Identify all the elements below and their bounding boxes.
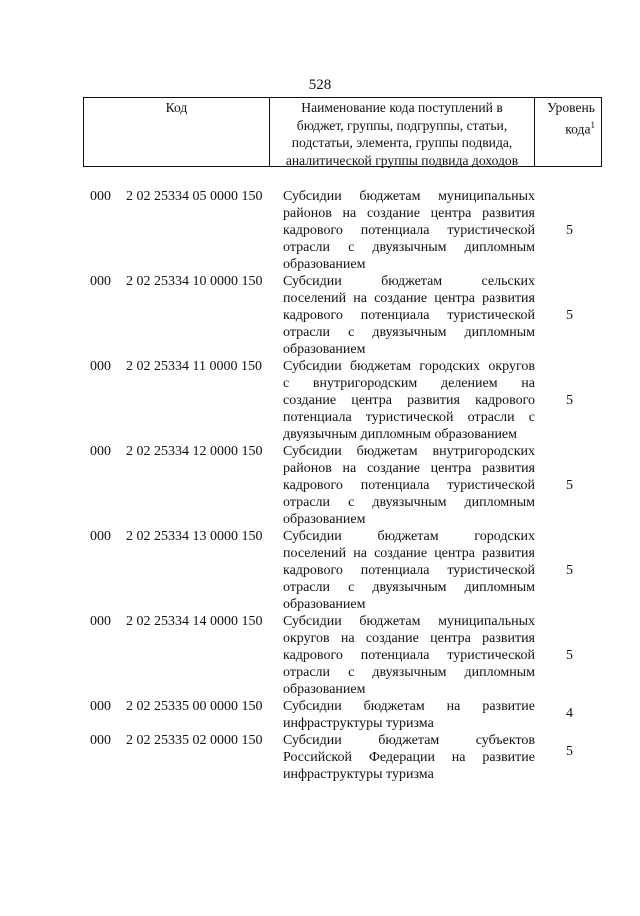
description-line: отрасли с двуязычным дипломным: [283, 325, 535, 340]
header-name: [270, 98, 535, 166]
description-line: с внутригородским делением на: [283, 376, 535, 391]
description-line: кадрового потенциала туристической: [283, 308, 535, 323]
description-line: двуязычным дипломным образованием: [283, 427, 518, 442]
revenue-code: 2 02 25334 12 0000 150: [126, 444, 263, 459]
description-line: Субсидии бюджетам субъектов: [283, 733, 535, 748]
description-line: поселений на создание центра развития: [283, 546, 535, 561]
code-level: 5: [566, 308, 573, 323]
description-line: отрасли с двуязычным дипломным: [283, 665, 535, 680]
header-name-line: подстатьи, элемента, группы подвида,: [291, 135, 513, 150]
revenue-description: [283, 273, 535, 358]
revenue-code: 2 02 25334 05 0000 150: [126, 189, 263, 204]
table-header: [83, 97, 602, 167]
revenue-description: [283, 613, 535, 698]
description-line: Субсидии бюджетам внутригородских: [283, 444, 535, 459]
description-line: инфраструктуры туризма: [283, 716, 434, 731]
revenue-code: 2 02 25334 10 0000 150: [126, 274, 263, 289]
code-level: 5: [566, 223, 573, 238]
page-number: 528: [308, 77, 332, 93]
revenue-code: 2 02 25334 14 0000 150: [126, 614, 263, 629]
code-level: 5: [566, 478, 573, 493]
header-level-line: Уровень: [547, 100, 595, 115]
table-row: [0, 358, 640, 443]
header-level: [535, 98, 601, 166]
admin-code: 000: [90, 274, 111, 289]
admin-code: 000: [90, 529, 111, 544]
table-row: [0, 528, 640, 613]
revenue-description: [283, 443, 535, 528]
description-line: Субсидии бюджетам сельских: [283, 274, 535, 289]
admin-code: 000: [90, 444, 111, 459]
description-line: кадрового потенциала туристической: [283, 648, 535, 663]
admin-code: 000: [90, 733, 111, 748]
code-level: 5: [566, 648, 573, 663]
revenue-code: 2 02 25334 13 0000 150: [126, 529, 263, 544]
table-row: [0, 698, 640, 732]
table-row: [0, 613, 640, 698]
description-line: Субсидии бюджетам городских округов: [283, 359, 535, 374]
header-code: Код: [84, 98, 270, 166]
header-name-line: Наименование кода поступлений в: [301, 100, 503, 115]
description-line: образованием: [283, 257, 366, 272]
description-line: районов на создание центра развития: [283, 461, 535, 476]
revenue-code: 2 02 25335 02 0000 150: [126, 733, 263, 748]
admin-code: 000: [90, 359, 111, 374]
description-line: образованием: [283, 682, 366, 697]
table-row: [0, 443, 640, 528]
revenue-description: [283, 698, 535, 732]
description-line: создание центра развития кадрового: [283, 393, 535, 408]
footnote-mark: 1: [590, 119, 595, 130]
description-line: отрасли с двуязычным дипломным: [283, 240, 535, 255]
description-line: Субсидии бюджетам муниципальных: [283, 189, 535, 204]
table-row: [0, 273, 640, 358]
header-level-line: [535, 117, 595, 138]
revenue-code: 2 02 25335 00 0000 150: [126, 699, 263, 714]
table-body: [0, 188, 640, 783]
revenue-description: [283, 732, 535, 783]
header-name-line: бюджет, группы, подгруппы, статьи,: [296, 117, 508, 133]
code-level: 5: [566, 744, 573, 759]
description-line: образованием: [283, 512, 366, 527]
admin-code: 000: [90, 614, 111, 629]
admin-code: 000: [90, 189, 111, 204]
admin-code: 000: [90, 699, 111, 714]
table-row: [0, 732, 640, 783]
description-line: отрасли с двуязычным дипломным: [283, 495, 535, 510]
description-line: отрасли с двуязычным дипломным: [283, 580, 535, 595]
description-line: районов на создание центра развития: [283, 206, 535, 221]
table-row: [0, 188, 640, 273]
header-name-line: аналитической группы подвида доходов: [285, 152, 519, 168]
description-line: кадрового потенциала туристической: [283, 563, 535, 578]
description-line: поселений на создание центра развития: [283, 291, 535, 306]
description-line: Субсидии бюджетам городских: [283, 529, 535, 544]
code-level: 4: [566, 706, 573, 721]
code-level: 5: [566, 393, 573, 408]
header-level-text: кода: [565, 121, 591, 137]
description-line: потенциала туристической отрасли с: [283, 410, 535, 425]
revenue-description: [283, 528, 535, 613]
code-level: 5: [566, 563, 573, 578]
description-line: образованием: [283, 597, 366, 612]
description-line: Российской Федерации на развитие: [283, 750, 535, 765]
revenue-code: 2 02 25334 11 0000 150: [126, 359, 262, 374]
description-line: Субсидии бюджетам на развитие: [283, 699, 535, 714]
description-line: образованием: [283, 342, 366, 357]
description-line: кадрового потенциала туристической: [283, 223, 535, 238]
revenue-description: [283, 358, 535, 443]
revenue-description: [283, 188, 535, 273]
description-line: инфраструктуры туризма: [283, 767, 434, 782]
description-line: округов на создание центра развития: [283, 631, 535, 646]
description-line: кадрового потенциала туристической: [283, 478, 535, 493]
description-line: Субсидии бюджетам муниципальных: [283, 614, 535, 629]
